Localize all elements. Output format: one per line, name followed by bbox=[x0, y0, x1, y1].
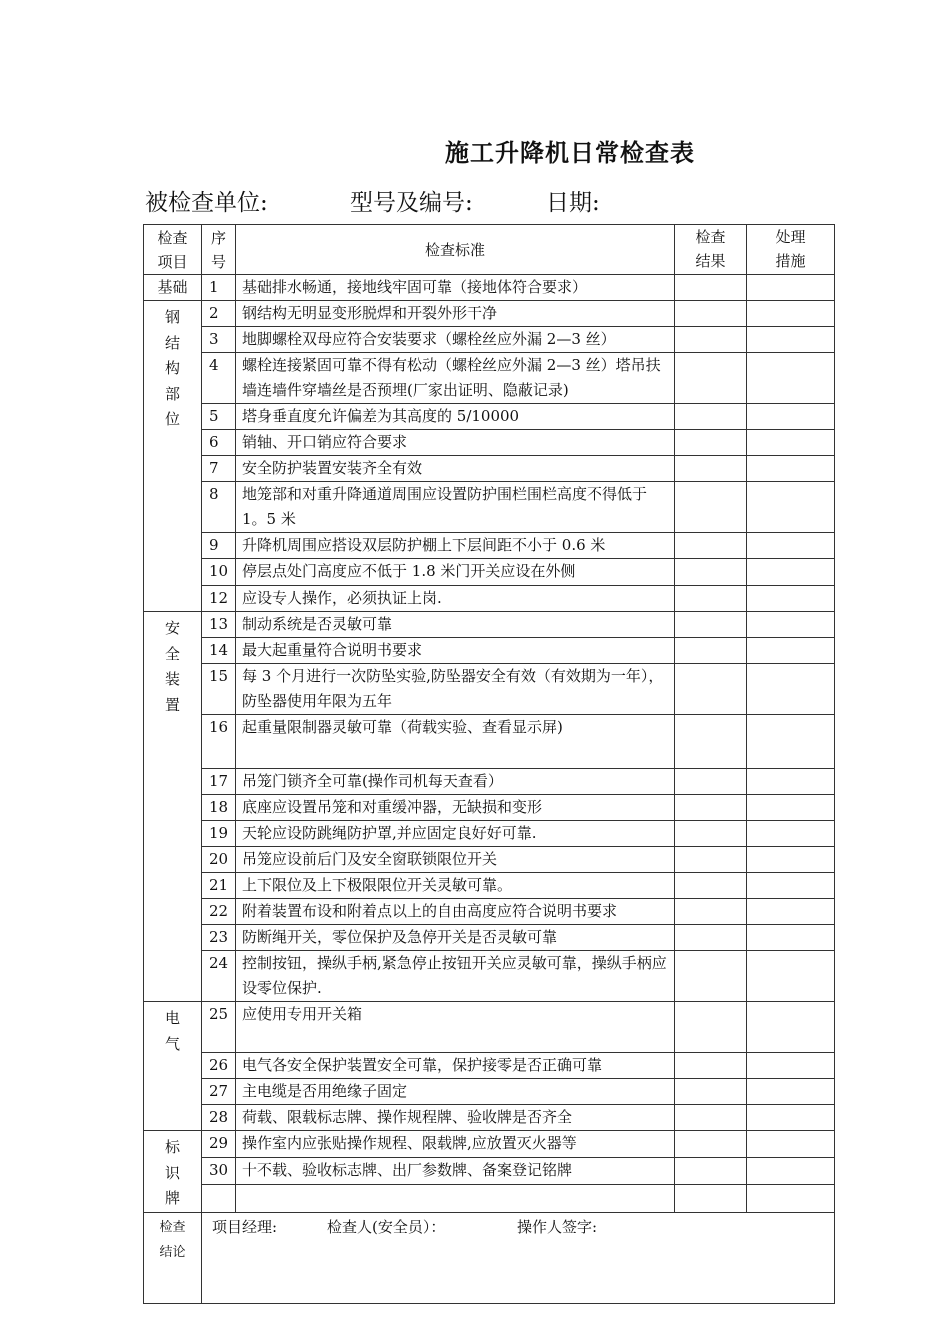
row-standard: 荷载、限载标志牌、操作规程牌、验收牌是否齐全 bbox=[236, 1105, 675, 1131]
row-number: 18 bbox=[202, 795, 236, 821]
measure-cell[interactable] bbox=[747, 612, 835, 638]
row-number: 30 bbox=[202, 1158, 236, 1185]
result-cell[interactable] bbox=[675, 951, 747, 1002]
row-standard: 上下限位及上下极限限位开关灵敏可靠。 bbox=[236, 873, 675, 899]
category-electric: 电气 bbox=[144, 1002, 202, 1131]
result-cell[interactable] bbox=[675, 638, 747, 664]
result-cell[interactable] bbox=[675, 612, 747, 638]
measure-cell[interactable] bbox=[747, 1053, 835, 1079]
measure-cell[interactable] bbox=[747, 715, 835, 769]
row-number: 10 bbox=[202, 559, 236, 586]
row-standard: 起重量限制器灵敏可靠（荷载实验、查看显示屏) bbox=[236, 715, 675, 769]
date-label: 日期: bbox=[546, 190, 600, 216]
result-cell[interactable] bbox=[675, 404, 747, 430]
measure-cell[interactable] bbox=[747, 795, 835, 821]
row-standard: 最大起重量符合说明书要求 bbox=[236, 638, 675, 664]
result-cell[interactable] bbox=[675, 301, 747, 327]
table-row bbox=[144, 301, 835, 327]
measure-cell[interactable] bbox=[747, 1131, 835, 1158]
table-row bbox=[144, 430, 835, 456]
table-row bbox=[144, 353, 835, 404]
conclusion-row bbox=[144, 1212, 835, 1303]
manager-label: 项目经理: bbox=[212, 1217, 278, 1236]
row-standard: 应设专人操作，必须执证上岗. bbox=[236, 586, 675, 612]
table-row bbox=[144, 847, 835, 873]
measure-cell[interactable] bbox=[747, 275, 835, 301]
row-standard: 吊笼应设前后门及安全窗联锁限位开关 bbox=[236, 847, 675, 873]
table-row bbox=[144, 456, 835, 482]
measure-cell[interactable] bbox=[747, 1158, 835, 1185]
table-row bbox=[144, 925, 835, 951]
table-row bbox=[144, 612, 835, 638]
conclusion-label: 检查结论 bbox=[144, 1212, 202, 1303]
row-number: 20 bbox=[202, 847, 236, 873]
result-cell[interactable] bbox=[675, 1053, 747, 1079]
row-number: 16 bbox=[202, 715, 236, 769]
table-row bbox=[144, 1002, 835, 1053]
result-cell[interactable] bbox=[675, 353, 747, 404]
table-row bbox=[144, 1131, 835, 1158]
result-cell[interactable] bbox=[675, 821, 747, 847]
table-row bbox=[144, 327, 835, 353]
result-cell[interactable] bbox=[675, 456, 747, 482]
result-cell[interactable] bbox=[675, 1105, 747, 1131]
header-result: 检查结果 bbox=[675, 225, 747, 275]
result-cell[interactable] bbox=[675, 1131, 747, 1158]
table-row bbox=[144, 795, 835, 821]
table-row bbox=[144, 1158, 835, 1185]
table-row bbox=[144, 404, 835, 430]
row-standard: 钢结构无明显变形脱焊和开裂外形干净 bbox=[236, 301, 675, 327]
result-cell[interactable] bbox=[675, 1002, 747, 1053]
header-standard: 检查标准 bbox=[236, 225, 675, 275]
measure-cell[interactable] bbox=[747, 769, 835, 795]
row-number: 12 bbox=[202, 586, 236, 612]
measure-cell[interactable] bbox=[747, 664, 835, 715]
result-cell[interactable] bbox=[675, 795, 747, 821]
measure-cell[interactable] bbox=[747, 847, 835, 873]
row-standard bbox=[236, 1185, 675, 1212]
row-number: 17 bbox=[202, 769, 236, 795]
row-number: 5 bbox=[202, 404, 236, 430]
row-number: 8 bbox=[202, 482, 236, 533]
row-number: 21 bbox=[202, 873, 236, 899]
row-standard: 应使用专用开关箱 bbox=[236, 1002, 675, 1053]
table-row bbox=[144, 586, 835, 612]
table-row bbox=[144, 533, 835, 559]
row-number: 22 bbox=[202, 899, 236, 925]
operator-label: 操作人签字: bbox=[517, 1217, 598, 1236]
row-number: 23 bbox=[202, 925, 236, 951]
category-sign: 标识牌 bbox=[144, 1131, 202, 1213]
result-cell[interactable] bbox=[675, 664, 747, 715]
row-standard: 吊笼门锁齐全可靠(操作司机每天查看） bbox=[236, 769, 675, 795]
table-row bbox=[144, 1053, 835, 1079]
row-standard: 天轮应设防跳绳防护罩,并应固定良好好可靠. bbox=[236, 821, 675, 847]
table-row bbox=[144, 559, 835, 586]
measure-cell[interactable] bbox=[747, 533, 835, 559]
result-cell[interactable] bbox=[675, 559, 747, 586]
row-number: 6 bbox=[202, 430, 236, 456]
result-cell[interactable] bbox=[675, 1185, 747, 1212]
result-cell[interactable] bbox=[675, 925, 747, 951]
info-line bbox=[145, 184, 600, 217]
result-cell[interactable] bbox=[675, 327, 747, 353]
result-cell[interactable] bbox=[675, 899, 747, 925]
table-row bbox=[144, 1185, 835, 1212]
category-safety: 安全装置 bbox=[144, 612, 202, 1002]
row-standard: 地脚螺栓双母应符合安装要求（螺栓丝应外漏 2—3 丝） bbox=[236, 327, 675, 353]
measure-cell[interactable] bbox=[747, 430, 835, 456]
row-standard: 附着装置布设和附着点以上的自由高度应符合说明书要求 bbox=[236, 899, 675, 925]
row-standard: 升降机周围应搭设双层防护棚上下层间距不小于 0.6 米 bbox=[236, 533, 675, 559]
measure-cell[interactable] bbox=[747, 404, 835, 430]
row-number: 2 bbox=[202, 301, 236, 327]
row-number: 15 bbox=[202, 664, 236, 715]
row-standard: 停层点处门高度应不低于 1.8 米门开关应设在外侧 bbox=[236, 559, 675, 586]
measure-cell[interactable] bbox=[747, 1105, 835, 1131]
row-number bbox=[202, 1185, 236, 1212]
result-cell[interactable] bbox=[675, 847, 747, 873]
row-standard: 底座应设置吊笼和对重缓冲器，无缺损和变形 bbox=[236, 795, 675, 821]
row-number: 14 bbox=[202, 638, 236, 664]
header-row bbox=[144, 225, 835, 275]
measure-cell[interactable] bbox=[747, 1185, 835, 1212]
category-steel: 钢结构部位 bbox=[144, 301, 202, 612]
row-number: 7 bbox=[202, 456, 236, 482]
inspector-label: 检查人(安全员）： bbox=[327, 1217, 446, 1236]
result-cell[interactable] bbox=[675, 275, 747, 301]
table-row bbox=[144, 821, 835, 847]
row-number: 27 bbox=[202, 1079, 236, 1105]
inspection-table bbox=[143, 224, 835, 1304]
table-row bbox=[144, 482, 835, 533]
row-number: 28 bbox=[202, 1105, 236, 1131]
result-cell[interactable] bbox=[675, 533, 747, 559]
result-cell[interactable] bbox=[675, 430, 747, 456]
row-standard: 安全防护装置安装齐全有效 bbox=[236, 456, 675, 482]
result-cell[interactable] bbox=[675, 769, 747, 795]
row-number: 25 bbox=[202, 1002, 236, 1053]
row-standard: 主电缆是否用绝缘子固定 bbox=[236, 1079, 675, 1105]
result-cell[interactable] bbox=[675, 1158, 747, 1185]
measure-cell[interactable] bbox=[747, 821, 835, 847]
result-cell[interactable] bbox=[675, 1079, 747, 1105]
row-standard: 制动系统是否灵敏可靠 bbox=[236, 612, 675, 638]
measure-cell[interactable] bbox=[747, 1079, 835, 1105]
measure-cell[interactable] bbox=[747, 951, 835, 1002]
row-standard: 电气各安全保护装置安全可靠，保护接零是否正确可靠 bbox=[236, 1053, 675, 1079]
result-cell[interactable] bbox=[675, 715, 747, 769]
row-standard: 基础排水畅通，接地线牢固可靠（接地体符合要求） bbox=[236, 275, 675, 301]
row-number: 9 bbox=[202, 533, 236, 559]
measure-cell[interactable] bbox=[747, 899, 835, 925]
row-number: 24 bbox=[202, 951, 236, 1002]
unit-label: 被检查单位: bbox=[145, 190, 268, 216]
measure-cell[interactable] bbox=[747, 586, 835, 612]
table-row bbox=[144, 769, 835, 795]
measure-cell[interactable] bbox=[747, 353, 835, 404]
row-number: 26 bbox=[202, 1053, 236, 1079]
measure-cell[interactable] bbox=[747, 925, 835, 951]
row-number: 13 bbox=[202, 612, 236, 638]
measure-cell[interactable] bbox=[747, 638, 835, 664]
table-row bbox=[144, 664, 835, 715]
row-standard: 塔身垂直度允许偏差为其高度的 5/10000 bbox=[236, 404, 675, 430]
table-row bbox=[144, 275, 835, 301]
table-row bbox=[144, 715, 835, 769]
row-standard: 销轴、开口销应符合要求 bbox=[236, 430, 675, 456]
result-cell[interactable] bbox=[675, 482, 747, 533]
row-standard: 操作室内应张贴操作规程、限载牌,应放置灭火器等 bbox=[236, 1131, 675, 1158]
model-label: 型号及编号: bbox=[350, 190, 473, 216]
row-number: 3 bbox=[202, 327, 236, 353]
measure-cell[interactable] bbox=[747, 301, 835, 327]
row-standard: 十不载、验收标志牌、出厂参数牌、备案登记铭牌 bbox=[236, 1158, 675, 1185]
signature-cell[interactable] bbox=[202, 1212, 835, 1303]
header-no: 序号 bbox=[202, 225, 236, 275]
row-standard: 防断绳开关，零位保护及急停开关是否灵敏可靠 bbox=[236, 925, 675, 951]
category-foundation: 基础 bbox=[144, 275, 202, 301]
measure-cell[interactable] bbox=[747, 456, 835, 482]
table-row bbox=[144, 873, 835, 899]
table-row bbox=[144, 638, 835, 664]
row-standard: 螺栓连接紧固可靠不得有松动（螺栓丝应外漏 2—3 丝）塔吊扶墙连墙件穿墙丝是否预埋(厂家出证明、隐蔽记录) bbox=[236, 353, 675, 404]
table-row bbox=[144, 1105, 835, 1131]
table-row bbox=[144, 899, 835, 925]
row-number: 29 bbox=[202, 1131, 236, 1158]
measure-cell[interactable] bbox=[747, 559, 835, 586]
result-cell[interactable] bbox=[675, 586, 747, 612]
table-row bbox=[144, 1079, 835, 1105]
row-number: 4 bbox=[202, 353, 236, 404]
result-cell[interactable] bbox=[675, 873, 747, 899]
row-number: 19 bbox=[202, 821, 236, 847]
row-standard: 每 3 个月进行一次防坠实验,防坠器安全有效（有效期为一年），防坠器使用年限为五年 bbox=[236, 664, 675, 715]
row-standard: 控制按钮，操纵手柄,紧急停止按钮开关应灵敏可靠，操纵手柄应设零位保护. bbox=[236, 951, 675, 1002]
header-measure: 处理措施 bbox=[747, 225, 835, 275]
measure-cell[interactable] bbox=[747, 873, 835, 899]
measure-cell[interactable] bbox=[747, 482, 835, 533]
row-standard: 地笼部和对重升降通道周围应设置防护围栏围栏高度不得低于 1。5 米 bbox=[236, 482, 675, 533]
row-number: 1 bbox=[202, 275, 236, 301]
page-title: 施工升降机日常检查表 bbox=[445, 138, 695, 167]
measure-cell[interactable] bbox=[747, 1002, 835, 1053]
header-item: 检查项目 bbox=[144, 225, 202, 275]
measure-cell[interactable] bbox=[747, 327, 835, 353]
table-row bbox=[144, 951, 835, 1002]
